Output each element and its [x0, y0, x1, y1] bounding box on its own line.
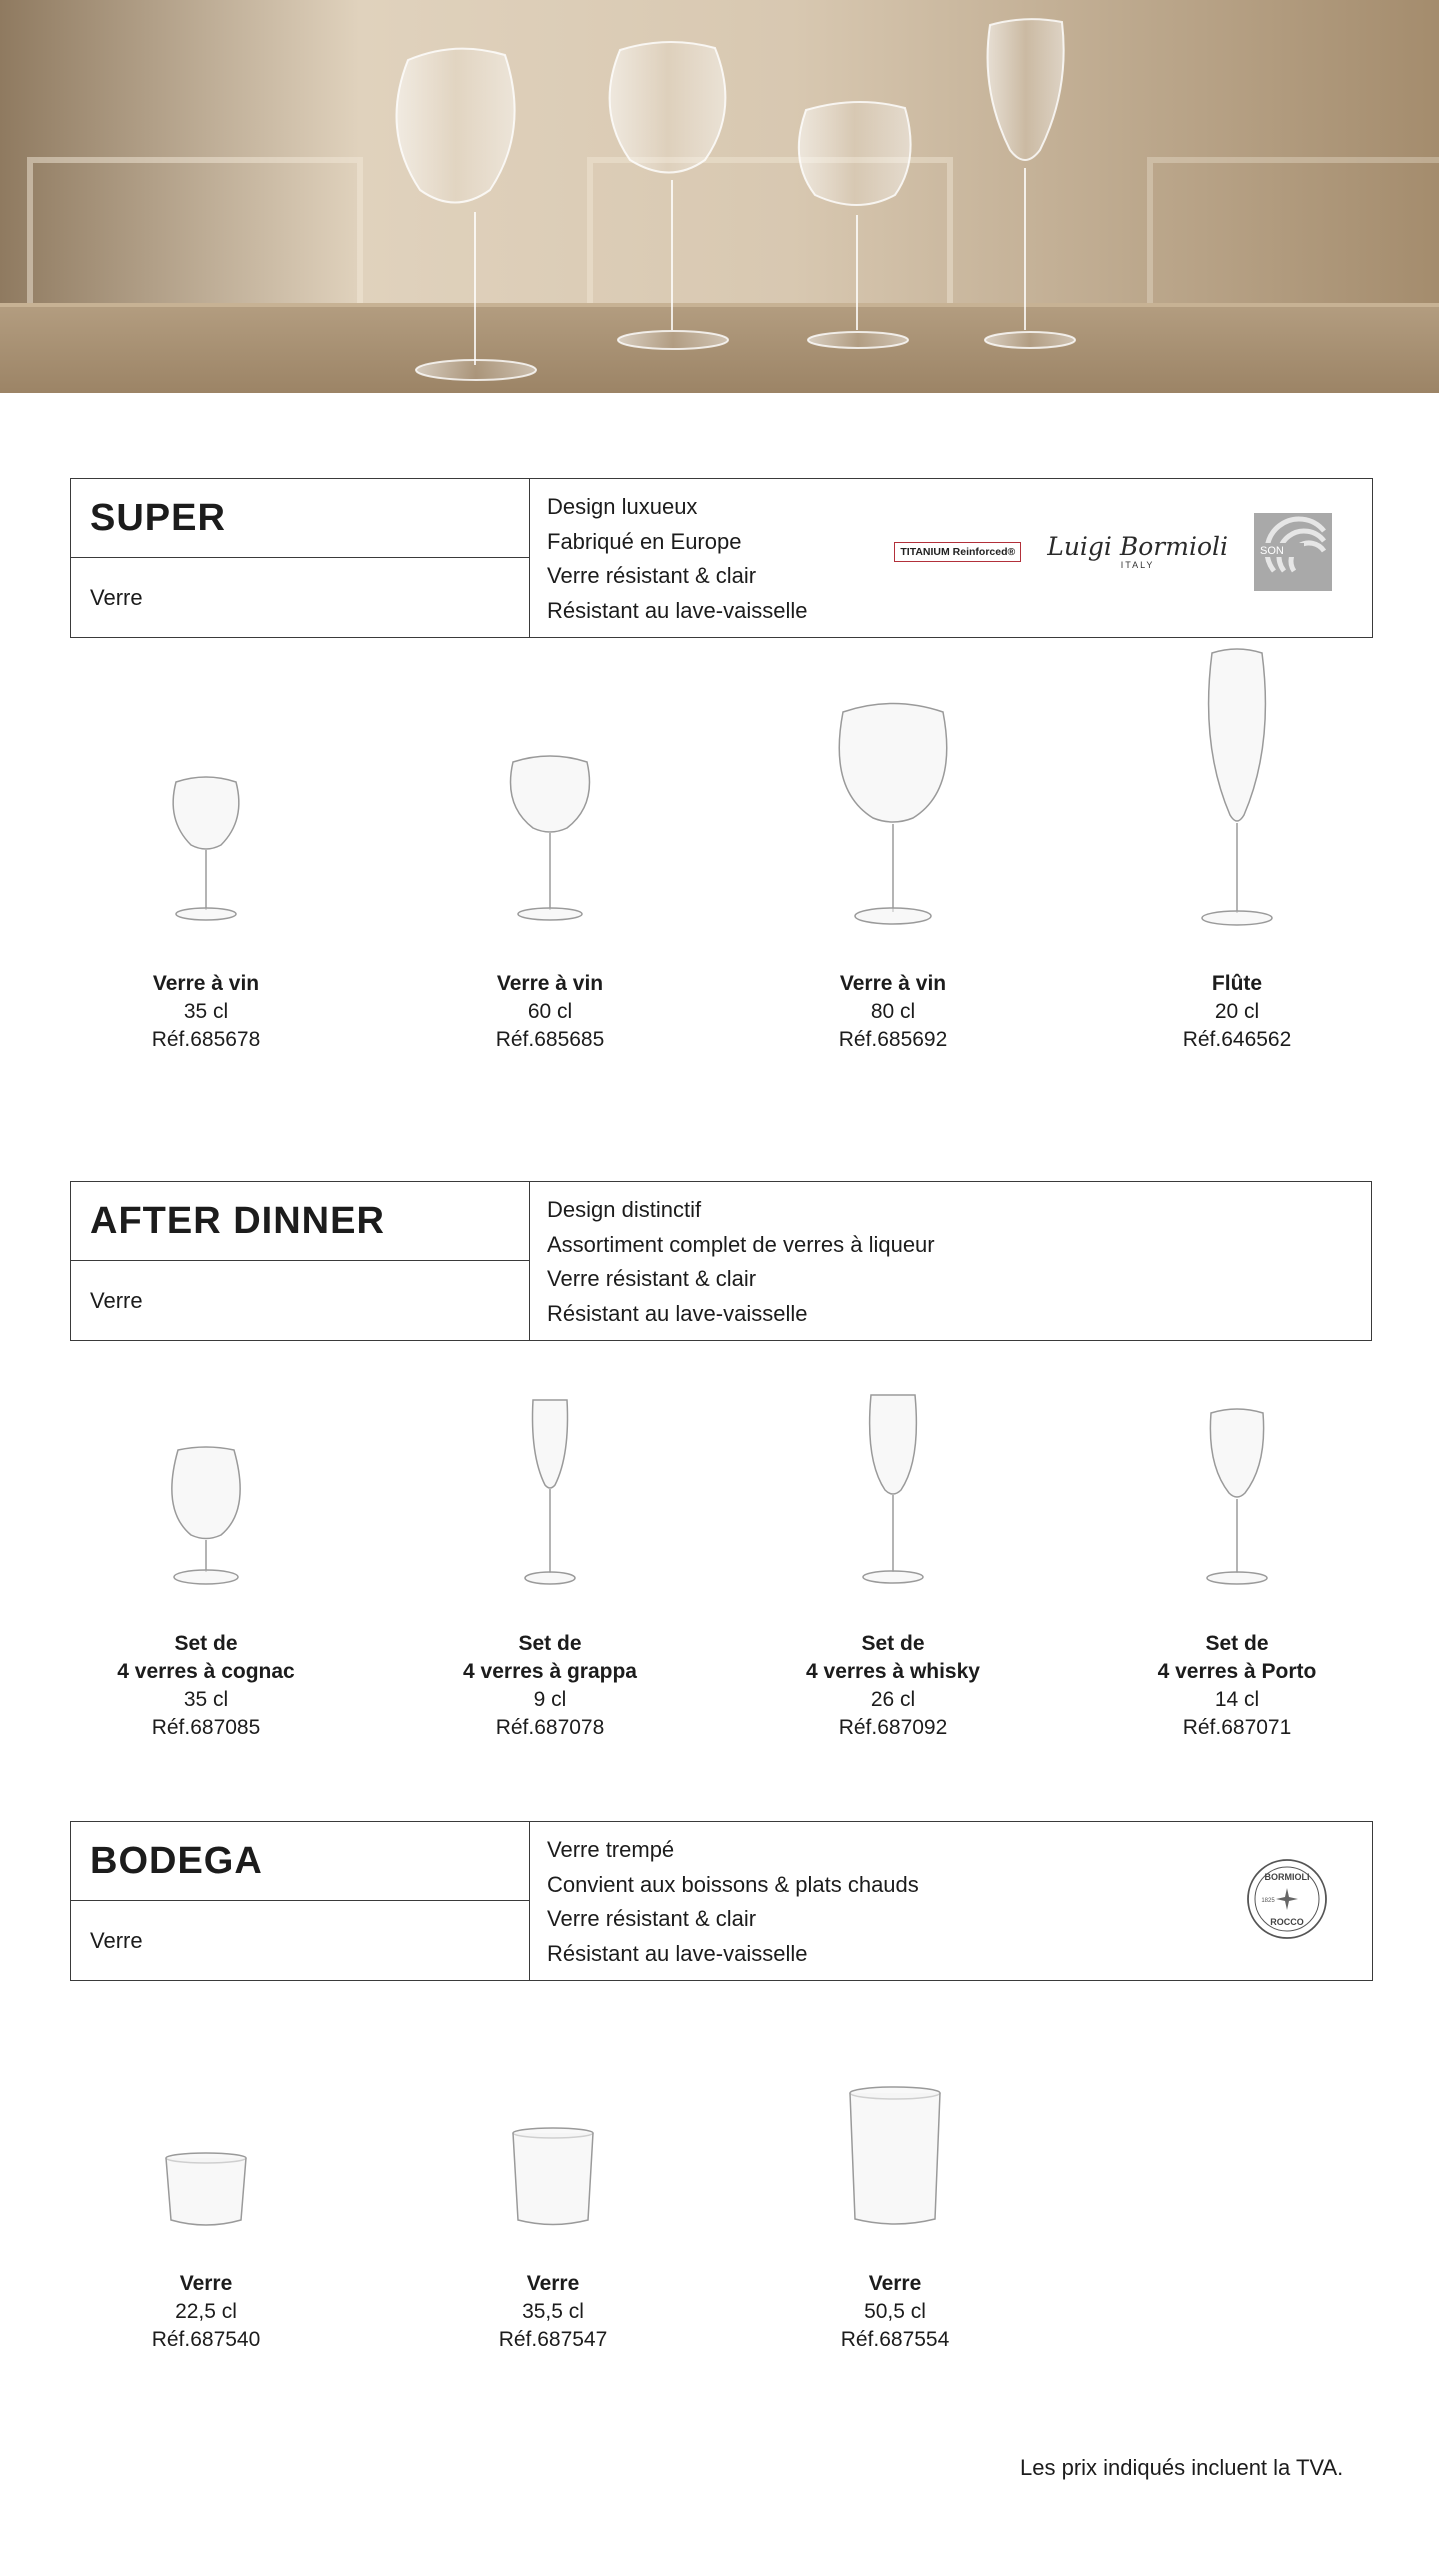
product-ref: Réf.687540: [151, 2328, 261, 2351]
titanium-logo: TITANIUM Reinforced®: [894, 542, 1021, 562]
product-name: Set de: [174, 1632, 238, 1655]
section-header-bodega: [70, 1821, 1373, 1981]
feature-line: Assortiment complet de verres à liqueur: [547, 1231, 935, 1257]
bormioli-rocco-logo: [1246, 1858, 1328, 1940]
feature-line: Verre résistant & clair: [547, 1266, 757, 1291]
product-ref: Réf.687071: [1182, 1716, 1292, 1739]
product-image: [423, 1960, 683, 2230]
product-image: [763, 640, 1023, 930]
product-name: Verre: [868, 2272, 922, 2295]
product-ref: Réf.687078: [495, 1716, 605, 1739]
tumbler-glass-image: [845, 2085, 945, 2230]
section-type: Verre: [90, 584, 143, 610]
product-name: Flûte: [1211, 972, 1263, 995]
product-name: 4 verres à Porto: [1157, 1660, 1317, 1683]
luigi-bormioli-logo: Luigi Bormioli ITALY: [1047, 532, 1228, 570]
tumbler-glass-image: [508, 2125, 598, 2230]
product-card: [423, 1960, 683, 2354]
product-size: 50,5 cl: [864, 2300, 926, 2323]
product-name: 4 verres à cognac: [117, 1660, 295, 1683]
product-card: [763, 1330, 1023, 1742]
vat-note: Les prix indiqués incluent la TVA.: [1020, 2455, 1344, 2480]
product-name: Set de: [518, 1632, 582, 1655]
product-name: Verre à vin: [839, 972, 947, 995]
product-image: [420, 640, 680, 930]
svg-text:SON: SON: [1260, 545, 1284, 557]
feature-line: Verre trempé: [547, 1837, 675, 1862]
product-image: [765, 1960, 1025, 2230]
feature-line: Résistant au lave-vaisselle: [547, 1940, 808, 1966]
cognac-glass-image: [156, 1440, 256, 1590]
feature-line: Verre résistant & clair: [547, 563, 757, 588]
product-size: 35 cl: [183, 1000, 229, 1023]
product-name: Set de: [861, 1632, 925, 1655]
feature-line: Convient aux boissons & plats chauds: [547, 1871, 919, 1897]
product-size: 9 cl: [533, 1688, 567, 1711]
product-name: Verre: [179, 2272, 233, 2295]
product-card: [1107, 640, 1367, 1054]
product-name: Verre: [526, 2272, 580, 2295]
product-ref: Réf.687085: [151, 1716, 261, 1739]
product-name: Set de: [1205, 1632, 1269, 1655]
feature-line: Résistant au lave-vaisselle: [547, 1300, 808, 1326]
product-size: 80 cl: [870, 1000, 916, 1023]
product-size: 60 cl: [527, 1000, 573, 1023]
product-name: 4 verres à whisky: [806, 1660, 980, 1683]
product-size: 22,5 cl: [175, 2300, 237, 2323]
product-size: 26 cl: [870, 1688, 916, 1711]
feature-line: Résistant au lave-vaisselle: [547, 597, 808, 623]
product-name: 4 verres à grappa: [463, 1660, 637, 1683]
section-type: Verre: [90, 1287, 143, 1313]
product-ref: Réf.685678: [151, 1028, 261, 1051]
product-image: [1107, 1330, 1367, 1590]
feature-line: Verre résistant & clair: [547, 1906, 757, 1931]
feature-line: Fabriqué en Europe: [547, 528, 742, 554]
product-name: Verre à vin: [496, 972, 604, 995]
product-card: [76, 640, 336, 1054]
product-size: 35 cl: [183, 1688, 229, 1711]
svg-text:BORMIOLI: BORMIOLI: [1264, 1872, 1310, 1882]
svg-text:1825: 1825: [1261, 1898, 1275, 1904]
svg-text:ROCCO: ROCCO: [1270, 1917, 1304, 1927]
product-image: [76, 1960, 336, 2230]
product-image: [420, 1330, 680, 1590]
product-size: 20 cl: [1214, 1000, 1260, 1023]
brand-logos: [894, 513, 1332, 591]
product-ref: Réf.687092: [838, 1716, 948, 1739]
product-card: [1107, 1330, 1367, 1742]
porto-glass-image: [1197, 1405, 1277, 1590]
section-header-after-dinner: [70, 1181, 1372, 1341]
grappa-glass-image: [515, 1395, 585, 1590]
product-ref: Réf.687554: [840, 2328, 950, 2351]
section-title: BODEGA: [71, 1822, 529, 1901]
section-title: AFTER DINNER: [71, 1182, 529, 1261]
product-name: Verre à vin: [152, 972, 260, 995]
section-header-super: [70, 478, 1373, 638]
feature-line: Design distinctif: [547, 1197, 702, 1222]
product-ref: Réf.687547: [498, 2328, 608, 2351]
flute-glass-image: [1192, 645, 1282, 930]
product-card: [420, 1330, 680, 1742]
product-image: [76, 640, 336, 930]
product-size: 35,5 cl: [522, 2300, 584, 2323]
wine-glass-image: [156, 750, 256, 930]
product-card: [765, 1960, 1025, 2354]
wine-glass-image: [828, 690, 958, 930]
product-card: [420, 640, 680, 1054]
product-card: [76, 1960, 336, 2354]
tumbler-glass-image: [161, 2150, 251, 2230]
product-image: [1107, 640, 1367, 930]
product-card: [76, 1330, 336, 1742]
product-image: [763, 1330, 1023, 1590]
sonique-logo: [1254, 513, 1332, 591]
product-ref: Réf.685692: [838, 1028, 948, 1051]
section-type: Verre: [90, 1927, 143, 1953]
whisky-glass-image: [853, 1390, 933, 1590]
product-card: [763, 640, 1023, 1054]
wine-glass-image: [495, 730, 605, 930]
product-image: [76, 1330, 336, 1590]
feature-line: Design luxueux: [547, 494, 698, 519]
hero-image: [0, 0, 1439, 393]
product-ref: Réf.646562: [1182, 1028, 1292, 1051]
product-size: 14 cl: [1214, 1688, 1260, 1711]
product-ref: Réf.685685: [495, 1028, 605, 1051]
section-title: SUPER: [71, 479, 529, 558]
